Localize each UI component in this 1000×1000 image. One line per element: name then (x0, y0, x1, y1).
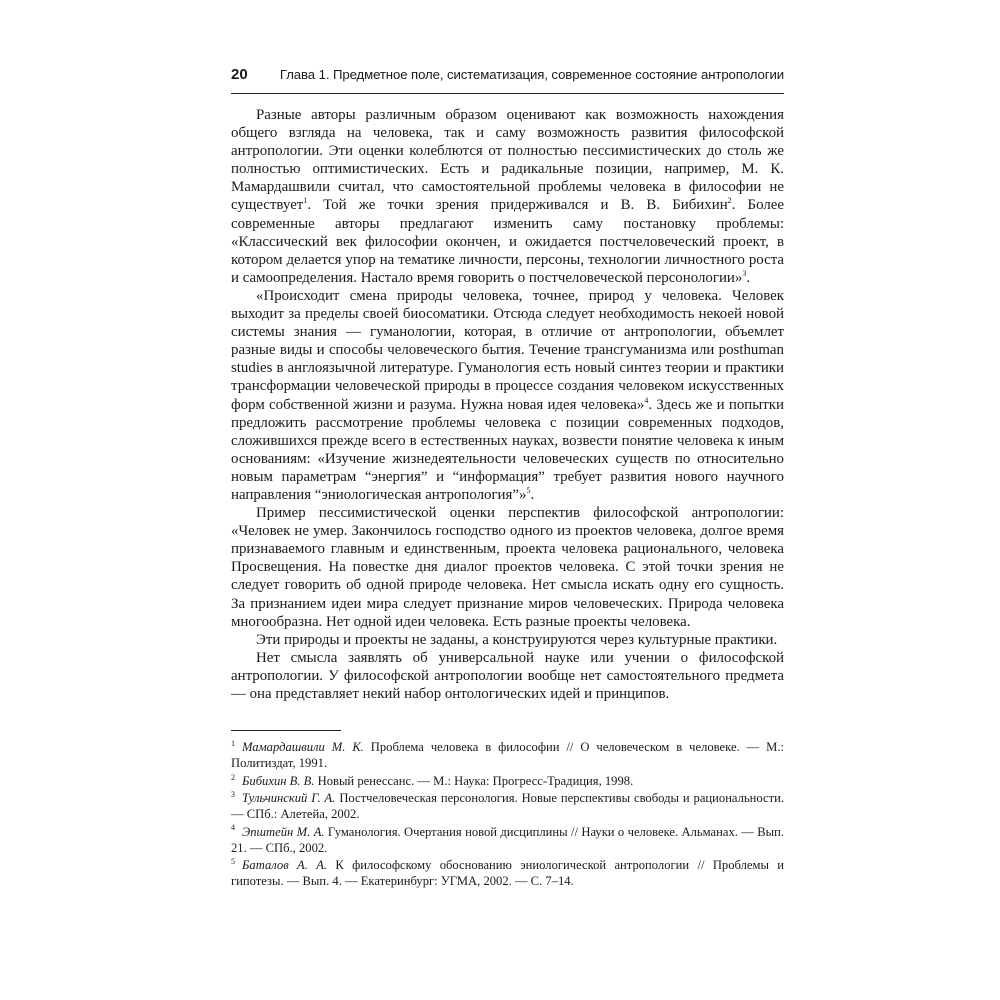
footnote-ref-4[interactable]: 4 (644, 395, 649, 405)
paragraph-3: Пример пессимистической оценки перспектив философской антропологии: «Человек не умер. Закончилось господство одного из проектов человека, долгое время признаваемого главным и единственным, проекта человека рационального, человека Просвещения. На повестке дня диалог проектов человека. С этой точки зрения не следует говорить об одной природе человека. Нет смысла искать одну его сущность. За признанием идеи мира следует признание миров человеческих. Природа человека многообразна. Нет одной идеи человека. Есть разные проекты человека. (231, 505, 784, 630)
paragraph-5: Нет смысла заявлять об универсальной науке или учении о философской антропологии. У философской антропологии вообще нет самостоятельного предмета — она представляет некий набор онтологических идей и принципов. (231, 649, 784, 702)
running-head (231, 66, 784, 94)
footnote-ref-5[interactable]: 5 (526, 486, 531, 495)
footnote-ref-3[interactable]: 3 (742, 268, 747, 278)
footnote-1: $^1$ Мамардашвили М. К. Проблема человека в философии // О человеческом в человеке. — М.: Политиздат, 1991. (231, 738, 784, 771)
body-text (231, 106, 784, 703)
paragraph-1: Разные авторы различным образом оценивают как возможность нахождения общего взгляда на человека, так и саму возможность развития философской антропологии. Эти оценки колеблются от полностью пессимистических до столь же полностью оптимистических. Есть и радикальные позиции, например, М. К. Мамардашвили считал, что самостоятельной проблемы человека в философии не существует$^1$. Той же точки зрения придерживался и В. В. Бибихин$^2$. Более современные авторы предлагают изменить саму постановку проблемы: «Классический век философии окончен, и ожидается постчеловеческий проект, в котором делается упор на тематике личности, персоны, технологии личностного роста и самоопределения. Настало время говорить о постчеловеческой персонологии»$^3$. (231, 107, 784, 286)
footnotes (231, 739, 784, 890)
footnote-rule (231, 730, 341, 731)
paragraph-4: Эти природы и проекты не заданы, а конструируются через культурные практики. (256, 631, 778, 648)
page-number: 20 (231, 66, 248, 83)
footnote-ref-1[interactable]: 1 (303, 196, 308, 206)
footnote-5: $^5$ Баталов А. А. К философскому обоснованию эниологической антропологии // Проблемы и гипотезы. — Вып. 4. — Екатеринбург: УГМА, 2002. — С. 7–14. (231, 856, 784, 889)
footnote-ref-2[interactable]: 2 (727, 196, 732, 206)
chapter-title: Глава 1. Предметное поле, систематизация, современное состояние антропологии (279, 67, 784, 82)
book-page (231, 66, 784, 891)
footnote-4: $^4$ Эпштейн М. А. Гуманология. Очертания новой дисциплины // Науки о человеке. Альманах. — Вып. 21. — СПб., 2002. (231, 823, 785, 855)
paragraph-2: «Происходит смена природы человека, точнее, природ у человека. Человек выходит за пределы своей биосоматики. Отсюда следует необходимость некоей новой системы знания — гуманологии, которая, в отличие от антропологии, объемлет разные виды и способы человеческого бытия. Течение трансгуманизма или posthuman studies в англоязычной литературе. Гуманология есть новый синтез теории и практики трансформации человеческой природы в процессе создания человеком искусственных форм собственной жизни и разума. Нужна новая идея человека»$^4$. Здесь же и попытки предложить рассмотрение проблемы человека с позиции современных подходов, сложившихся прежде всего в естественных науках, возвести понятие человека к иным основаниям: «Изучение жизнедеятельности человеческих существ по относительно новым параметрам “энергия” и “информация” требует развития нового научного направления “эниологическая антропология”»$^5$. (231, 287, 784, 503)
footnote-3: $^3$ Тульчинский Г. А. Постчеловеческая персонология. Новые перспективы свободы и рациональности. — СПб.: Алетейа, 2002. (231, 789, 784, 822)
footnote-2: $^2$ Бибихин В. В. Новый ренессанс. — М.: Наука: Прогресс-Традиция, 1998. (231, 772, 634, 788)
